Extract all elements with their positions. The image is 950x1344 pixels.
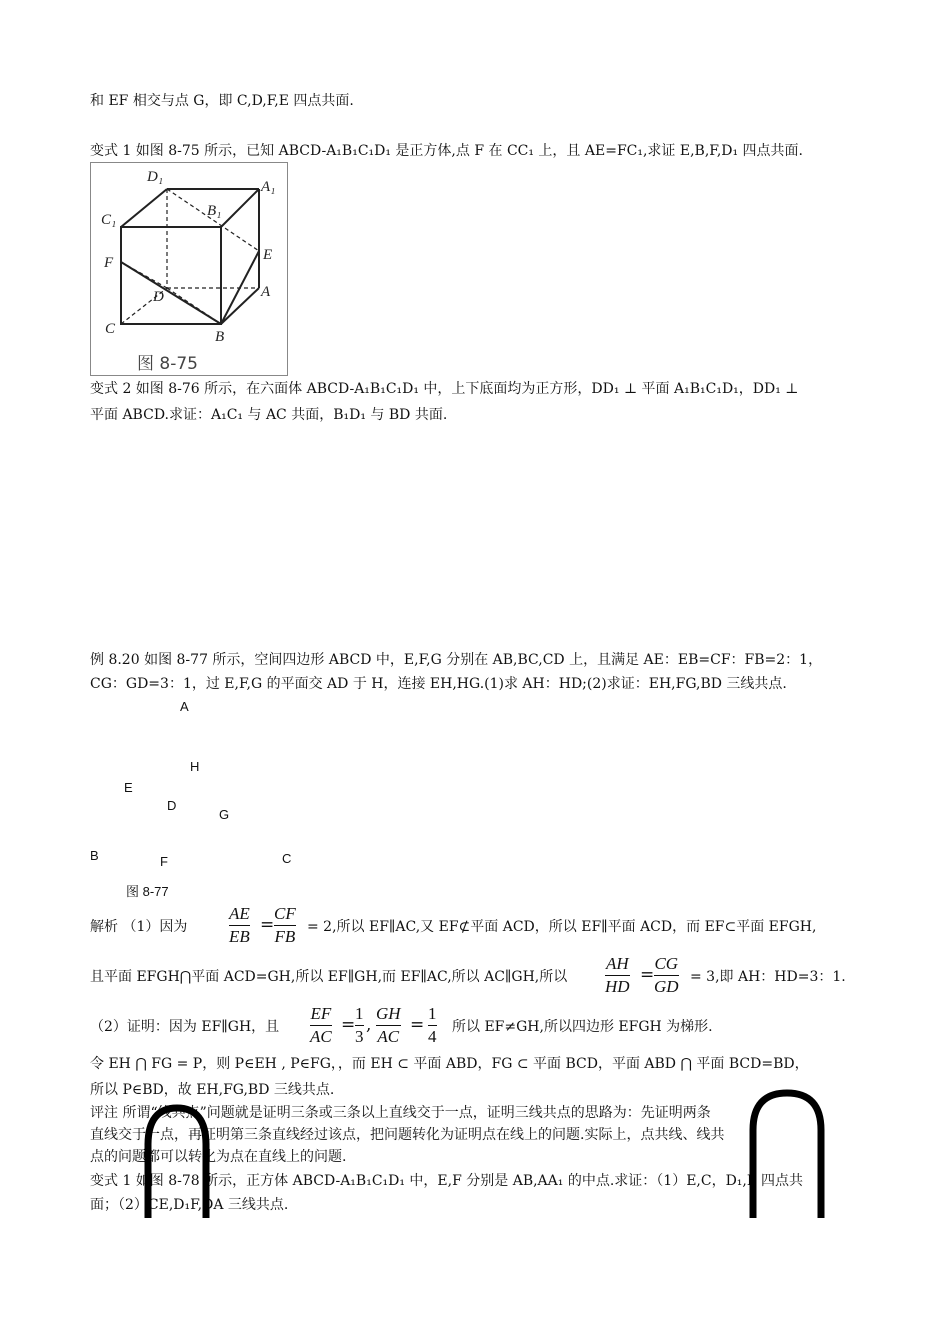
text-line: 所以 EF≠GH,所以四边形 EFGH 为梯形.	[452, 1019, 713, 1035]
fraction: AH HD	[605, 954, 630, 996]
text-line: 直线交于一点，再证明第三条直线经过该点，把问题转化为证明点在线上的问题.实际上，点共线、线共	[90, 1127, 725, 1143]
fraction: 1 3	[355, 1004, 364, 1046]
label-G: G	[219, 807, 230, 822]
label-C: C	[105, 321, 116, 337]
cube-diagram	[91, 163, 287, 375]
text-line: 令 EH ⋂ FG = P，则 P∈EH , P∈FG，，而 EH ⊂ 平面 ABD，FG ⊂ 平面 BCD，平面 ABD ⋂ 平面 BCD=BD，	[90, 1056, 809, 1072]
label-H: H	[190, 759, 200, 774]
label-A: A	[261, 284, 271, 300]
figure-caption: 图 8-75	[137, 354, 198, 374]
equals-sign: =	[260, 915, 275, 935]
label-F: F	[104, 255, 114, 271]
equals-sign: =	[640, 965, 655, 985]
equals-sign: =	[410, 1015, 425, 1035]
text-line: = 2,所以 EF∥AC,又 EF⊄平面 ACD，所以 EF∥平面 ACD，而 EF⊂平面 EFGH,	[307, 919, 817, 935]
label-B1: B₁	[207, 203, 222, 219]
label-D: D	[167, 798, 177, 813]
text-line: 平面 ABCD.求证：A₁C₁ 与 AC 共面，B₁D₁ 与 BD 共面.	[90, 407, 448, 423]
text-line: 面；（2）CE,D₁F,DA 三线共点.	[90, 1197, 289, 1213]
label-D: D	[153, 289, 164, 305]
label-B: B	[215, 329, 225, 345]
label-B: B	[90, 848, 99, 863]
equals-sign: =	[341, 1015, 356, 1035]
arch-shape	[140, 1100, 215, 1220]
fraction: CF FB	[274, 904, 296, 946]
fraction: 1 4	[428, 1004, 437, 1046]
text-line: 例 8.20 如图 8-77 所示，空间四边形 ABCD 中，E,F,G 分别在 AB,BC,CD 上，且满足 AE：EB=CF：FB=2：1，	[90, 652, 823, 668]
label-C1: C₁	[101, 212, 117, 228]
comma: ,	[366, 1015, 372, 1035]
fraction: GH AC	[376, 1004, 401, 1046]
text-line: = 3,即 AH：HD=3：1.	[690, 969, 846, 985]
label-E: E	[124, 780, 133, 795]
arch-shape	[745, 1085, 830, 1220]
text-line: （2）证明：因为 EF∥GH，且	[90, 1019, 280, 1035]
label-E: E	[263, 247, 273, 263]
fraction: EF AC	[310, 1004, 332, 1046]
fraction: AE EB	[229, 904, 250, 946]
text-line: 且平面 EFGH⋂平面 ACD=GH,所以 EF∥GH,而 EF∥AC,所以 AC∥GH,所以	[90, 969, 568, 985]
figure-caption: 图 8-77	[126, 884, 169, 899]
text-line: 变式 2 如图 8-76 所示，在六面体 ABCD-A₁B₁C₁D₁ 中，上下底面均为正方形，DD₁ ⊥ 平面 A₁B₁C₁D₁，DD₁ ⊥	[90, 381, 799, 397]
text-line: CG：GD=3：1，过 E,F,G 的平面交 AD 于 H，连接 EH,HG.(1)求 AH：HD;(2)求证：EH,FG,BD 三线共点.	[90, 676, 787, 692]
text-line: 点的问题都可以转化为点在直线上的问题.	[90, 1149, 347, 1165]
figure-8-75	[90, 162, 288, 376]
label-D1: D₁	[147, 169, 164, 185]
text-line: 和 EF 相交与点 G，即 C,D,F,E 四点共面.	[90, 93, 354, 109]
label-C: C	[282, 851, 292, 866]
label-A: A	[180, 699, 189, 714]
label-A1: A₁	[261, 179, 276, 195]
text-line: 变式 1 如图 8-78 所示，正方体 ABCD-A₁B₁C₁D₁ 中，E,F 分别是 AB,AA₁ 的中点.求证：（1）E,C，D₁,F 四点共	[90, 1173, 804, 1189]
text-line: 变式 1 如图 8-75 所示，已知 ABCD-A₁B₁C₁D₁ 是正方体,点 F 在 CC₁ 上，且 AE=FC₁,求证 E,B,F,D₁ 四点共面.	[90, 143, 804, 159]
text-line: 解析 （1）因为	[90, 919, 188, 935]
text-line: 评注 所谓“线共点”问题就是证明三条或三条以上直线交于一点，证明三线共点的思路为：先证明两条	[90, 1105, 711, 1121]
label-F: F	[160, 854, 168, 869]
text-line: 所以 P∈BD，故 EH,FG,BD 三线共点.	[90, 1082, 335, 1098]
fraction: CG GD	[654, 954, 679, 996]
